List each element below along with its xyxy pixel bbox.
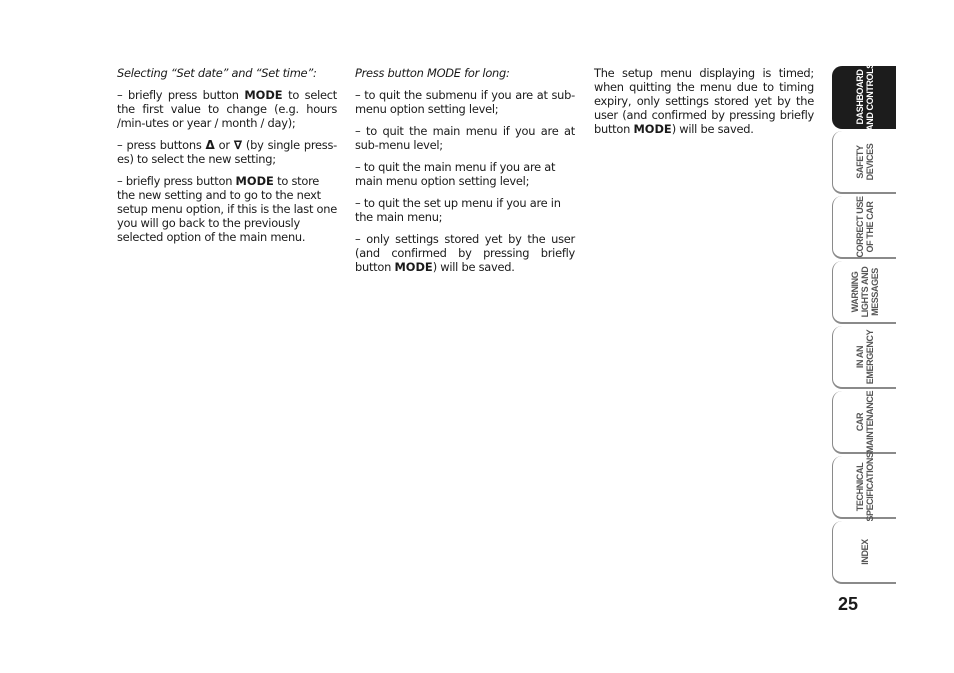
section-heading: Selecting “Set date” and “Set time”: bbox=[117, 66, 317, 80]
text-column-2 bbox=[355, 66, 575, 282]
list-item: – only settings stored yet by the user (and confirmed by pressing briefly button MODE) will be saved. bbox=[355, 232, 575, 274]
up-triangle-icon: Δ bbox=[205, 138, 215, 152]
mode-keyword: MODE bbox=[633, 122, 672, 136]
mode-keyword: MODE bbox=[235, 174, 274, 188]
paragraph: The setup menu displaying is timed; when quitting the menu due to timing expiry, only settings stored yet by the user (and confirmed by pressing briefly button MODE) will be saved. bbox=[594, 66, 814, 136]
mode-keyword: MODE bbox=[244, 88, 283, 102]
section-heading: Press button MODE for long: bbox=[355, 66, 510, 80]
tab-index[interactable]: INDEX bbox=[832, 521, 896, 584]
paragraph: – briefly press button MODE to store the new setting and to go to the next setup menu option, if this is the last one you will go back to the previously selected option of the main menu. bbox=[117, 174, 337, 244]
chapter-tabs bbox=[832, 62, 896, 586]
tab-warning-lights[interactable]: WARNING LIGHTS AND MESSAGES bbox=[832, 261, 896, 324]
list-item: – to quit the main menu if you are at main menu option setting level; bbox=[355, 160, 556, 188]
list-item: – to quit the set up menu if you are in the main menu; bbox=[355, 196, 561, 224]
tab-correct-use[interactable]: CORRECT USE OF THE CAR bbox=[832, 196, 896, 259]
tab-emergency[interactable]: IN AN EMERGENCY bbox=[832, 326, 896, 389]
list-item: – to quit the submenu if you are at sub-menu option setting level; bbox=[355, 88, 575, 116]
mode-keyword: MODE bbox=[394, 260, 433, 274]
list-item: – to quit the main menu if you are at sub-menu level; bbox=[355, 124, 575, 152]
page-number: 25 bbox=[837, 594, 859, 614]
text-column-3 bbox=[594, 66, 814, 144]
text-column-1 bbox=[117, 66, 337, 252]
tab-dashboard-and-controls[interactable]: DASHBOARD AND CONTROLS bbox=[832, 66, 896, 129]
tab-technical-specifications[interactable]: TECHNICAL SPECIFICATIONS bbox=[832, 456, 896, 519]
paragraph: – press buttons Δ or ∇ (by single press-es) to select the new setting; bbox=[117, 138, 337, 166]
paragraph: – briefly press button MODE to select the first value to change (e.g. hours /min-utes or year / month / day); bbox=[117, 88, 337, 130]
down-triangle-icon: ∇ bbox=[233, 138, 242, 152]
tab-safety-devices[interactable]: SAFETY DEVICES bbox=[832, 131, 896, 194]
tab-car-maintenance[interactable]: CAR MAINTENANCE bbox=[832, 391, 896, 454]
